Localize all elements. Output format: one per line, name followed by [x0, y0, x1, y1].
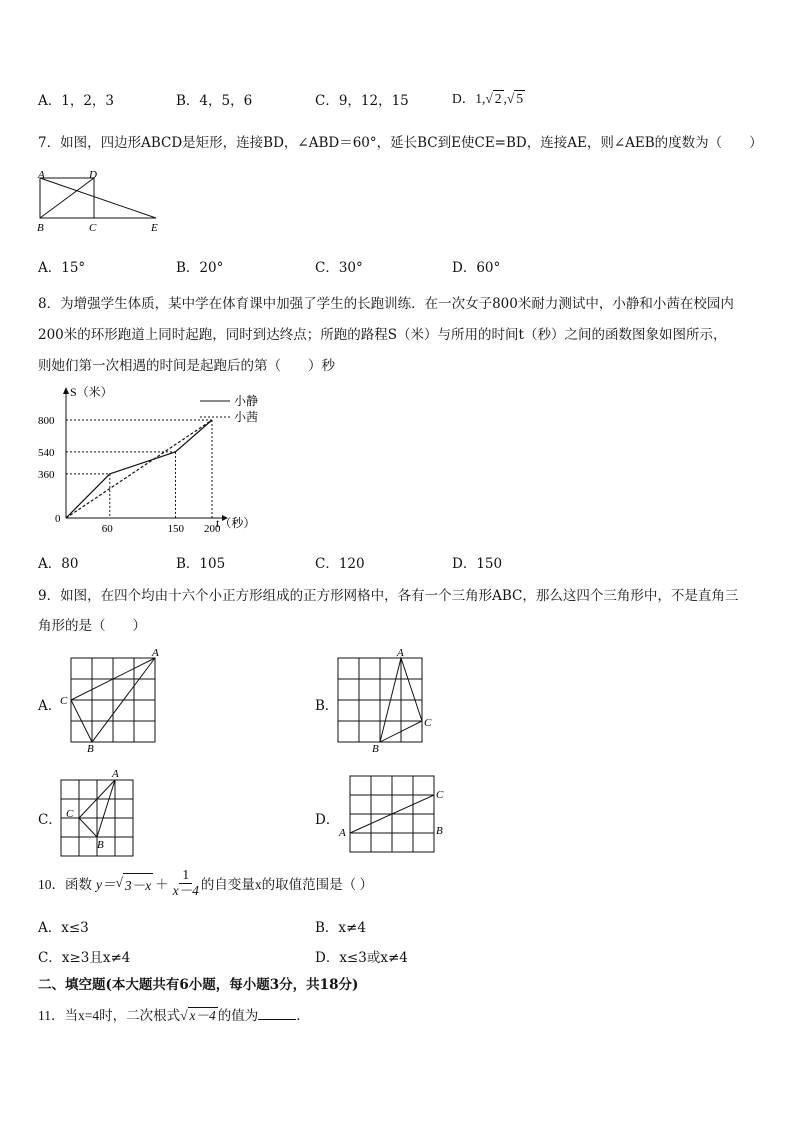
q6-choice-b: B．4，5，6	[176, 93, 253, 109]
q6-choice-c: C．9，12，15	[315, 93, 409, 109]
q9-grid-a	[55, 646, 167, 752]
q9-a-label-c: C	[60, 695, 68, 707]
y-tick-label-360: 360	[38, 468, 55, 481]
q7-figure	[34, 170, 164, 234]
legend-label-xiaojing: 小静	[234, 394, 259, 408]
q7-label-b: B	[37, 222, 44, 234]
y-tick-label-540: 540	[38, 446, 55, 459]
q6-d-sep: ,	[503, 91, 507, 106]
q7-segment-bd	[40, 178, 94, 218]
q7-label-c: C	[89, 222, 97, 234]
q9-a-label-a: A	[152, 647, 159, 659]
q11-suffix: 的值为	[217, 1008, 259, 1023]
q7-label-d: D	[89, 170, 97, 181]
q9-line-1: 9．如图，在四个均由十六个小正方形组成的正方形网格中，各有一个三角形ABC，那么这四个三角形中，不是直角三	[38, 588, 739, 604]
q9-option-c-label: C．	[38, 812, 62, 828]
q10-choice-c: C．x≥3且x≠4	[38, 950, 131, 966]
q9-c-label-a: A	[112, 768, 119, 780]
q10-numerator: 1	[179, 868, 192, 884]
q8-choice-b: B．105	[176, 556, 226, 572]
q9-b-label-b: B	[372, 743, 379, 752]
q11-radicand: x－4	[189, 1008, 216, 1023]
q10-prefix: 10．函数	[38, 877, 92, 893]
q8-choice-a: A．80	[38, 556, 79, 572]
q6-d-root2: 5	[516, 91, 524, 106]
q6-choice-a: A．1，2，3	[38, 93, 115, 109]
q9-option-a-label: A．	[38, 698, 62, 714]
q7-stem: 7．如图，四边形ABCD是矩形，连接BD，∠ABD＝60°，延长BC到E使CE=BD，连接AE，则∠AEB的度数为（ ）	[38, 135, 763, 151]
q10-choice-a: A．x≤3	[38, 920, 89, 936]
x-tick-label-60: 60	[101, 523, 113, 535]
q8-chart	[30, 384, 280, 536]
series-line-1	[66, 420, 212, 518]
q10-denominator: x－4	[172, 882, 199, 898]
q9-option-d-label: D．	[315, 812, 340, 828]
q9-d-label-a: A	[339, 827, 346, 839]
q10-stem: 10．函数 y＝ √ 3－x ＋ $\frac{1}{x-4}$ 的自变量x的取值范围是（ ）	[38, 867, 374, 898]
q8-choice-c: C．120	[315, 556, 365, 572]
q6-choice-d: D．1,√ 2 ,√ 5	[452, 91, 524, 106]
q11-end: ．	[296, 1008, 310, 1023]
q9-d-label-c: C	[436, 789, 444, 801]
q11-answer-blank	[258, 1007, 296, 1020]
q11-prefix: 11．当x=4时，二次根式	[38, 1008, 181, 1023]
q10-choice-d: D．x≤3或x≠4	[315, 950, 408, 966]
q7-choice-c: C．30°	[315, 260, 363, 276]
q8-line-3: 则她们第一次相遇的时间是起跑后的第（ ）秒	[38, 358, 335, 374]
q10-fraction	[173, 868, 199, 899]
q8-line-2: 200米的环形跑道上同时起跑，同时到达终点；所跑的路程S（米）与所用的时间t（秒）之间的函数图象如图所示，	[38, 327, 727, 343]
y-axis-arrow	[63, 387, 69, 394]
q9-a-label-b: B	[87, 743, 94, 752]
legend-label-xiaoqian: 小茜	[234, 410, 259, 424]
x-tick-label-150: 150	[167, 523, 184, 535]
q9-grid-c	[55, 766, 145, 860]
q6-d-root1: 2	[494, 91, 502, 106]
q9-c-label-c: C	[66, 808, 74, 820]
q9-b-label-a: A	[397, 647, 404, 659]
q10-func-lhs: y＝	[96, 877, 116, 893]
q7-label-e: E	[151, 222, 158, 234]
q11-stem: 11．当x=4时，二次根式√ x－4 的值为 ．	[38, 1008, 310, 1023]
q9-b-label-c: C	[424, 717, 432, 729]
chart-origin-label: 0	[55, 513, 61, 525]
q8-line-1: 8．为增强学生体质，某中学在体育课中加强了学生的长跑训练．在一次女子800米耐力测试中，小静和小茜在校园内	[38, 296, 734, 312]
q9-c-label-b: B	[97, 839, 104, 851]
q9-option-b-label: B．	[315, 698, 339, 714]
q9-grid-b	[332, 646, 444, 752]
q9-grid-d	[336, 768, 448, 858]
q7-label-a: A	[38, 170, 45, 181]
q10-plus: ＋	[155, 877, 169, 893]
q9-d-label-b: B	[436, 825, 443, 837]
q10-choice-b: B．x≠4	[315, 920, 366, 936]
chart-ylabel: S（米）	[70, 385, 113, 399]
q9-line-2: 角形的是（ ）	[38, 618, 146, 634]
q7-choice-d: D．60°	[452, 260, 501, 276]
y-tick-label-800: 800	[38, 415, 55, 427]
q10-suffix: 的自变量x的取值范围是（ ）	[200, 877, 374, 893]
chart-xlabel: t（秒）	[216, 516, 256, 530]
q6-d-prefix: D．1,	[452, 91, 486, 106]
chart-series	[66, 420, 212, 518]
q10-radicand: 3－x	[123, 873, 153, 894]
q7-segment-ae	[40, 178, 156, 218]
q7-choice-a: A．15°	[38, 260, 86, 276]
q8-choice-d: D．150	[452, 556, 503, 572]
q7-choice-b: B．20°	[176, 260, 224, 276]
x-tick-label-200: 200	[204, 523, 221, 535]
section2-title: 二、填空题(本大题共有6小题，每小题3分，共18分)	[38, 977, 359, 993]
